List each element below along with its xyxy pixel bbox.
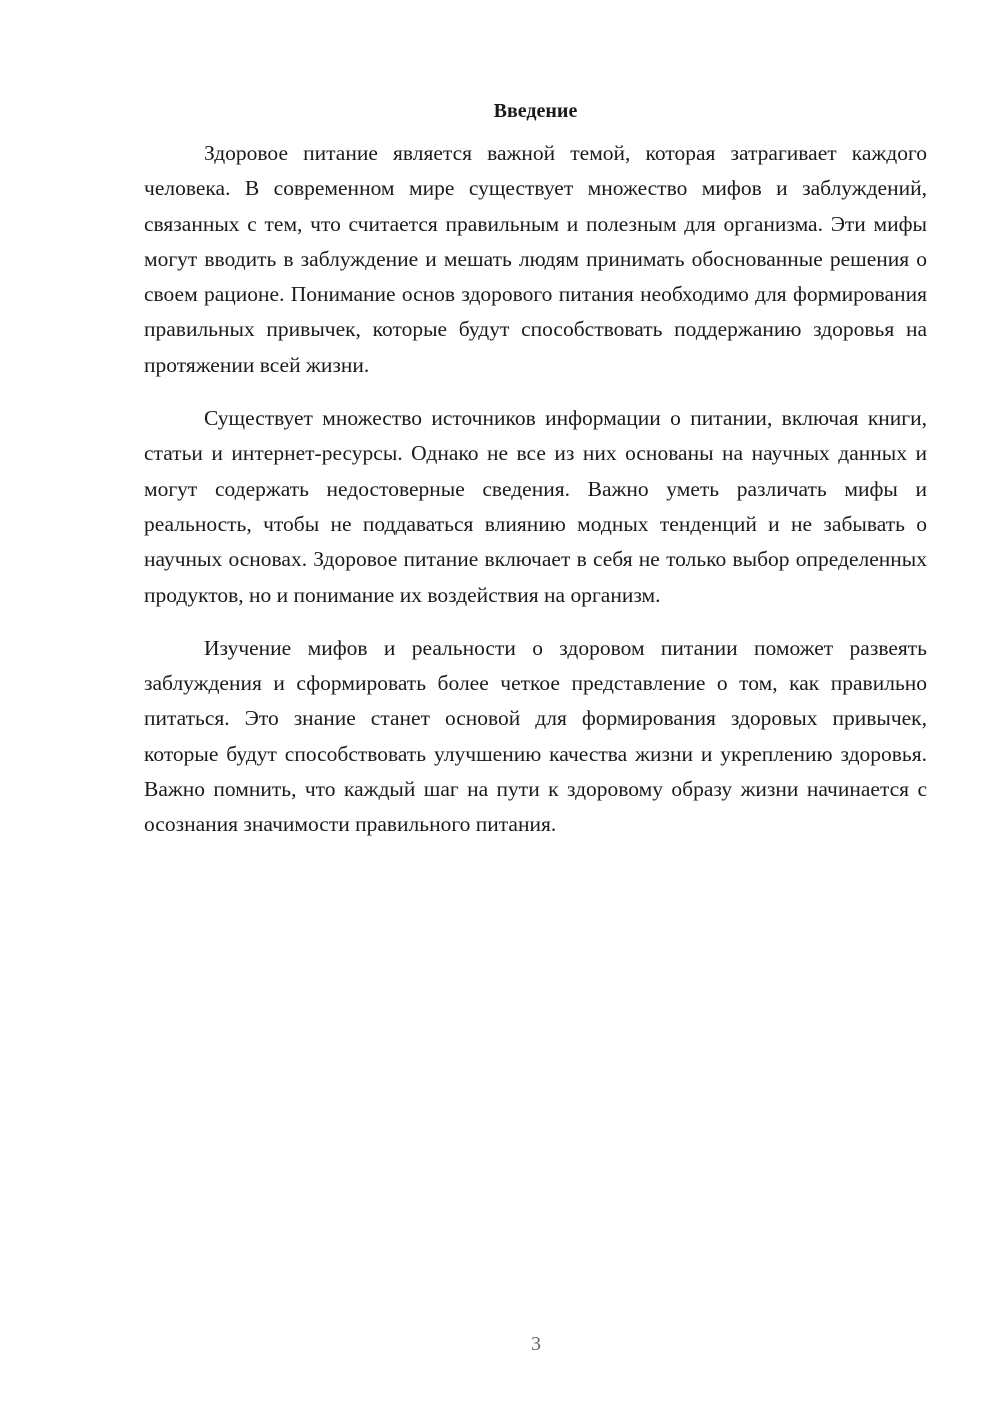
section-heading: Введение [493,100,578,122]
paragraph-2: Существует множество источников информации о питании, включая книги, статьи и интернет-ресурсы. Однако не все из них основаны на научных данных и могут содержать недостоверные сведения. Важно уметь различать мифы и реальность, чтобы не поддаваться влиянию модных тенденций и не забывать о научных основах. Здоровое питание включает в себя не только выбор определенных продуктов, но и понимание их воздействия на организм. [144,406,927,607]
paragraph-3: Изучение мифов и реальности о здоровом питании поможет развеять заблуждения и сформировать более четкое представление о том, как правильно питаться. Это знание станет основой для формирования здоровых привычек, которые будут способствовать улучшению качества жизни и укреплению здоровья. Важно помнить, что каждый шаг на пути к здоровому образу жизни начинается с осознания значимости правильного питания. [144,635,927,837]
paragraph-1: Здоровое питание является важной темой, которая затрагивает каждого человека. В современном мире существует множество мифов и заблуждений, связанных с тем, что считается правильным и полезным для организма. Эти мифы могут вводить в заблуждение и мешать людям принимать обоснованные решения о своем рационе. Понимание основ здорового питания необходимо для формирования правильных привычек, которые будут способствовать поддержанию здоровья на протяжении всей жизни. [144,141,927,377]
page-number: 3 [531,1333,541,1355]
page-content [144,96,927,861]
